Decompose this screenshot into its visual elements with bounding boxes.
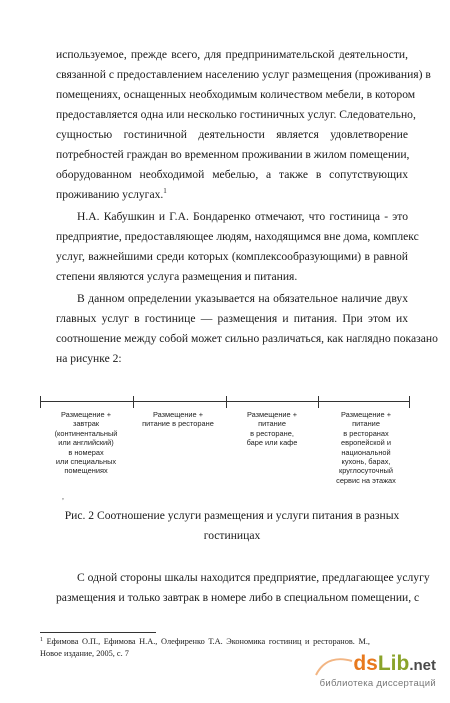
watermark-logo [353, 651, 436, 677]
text-line: связанной с предоставлением населению услуг размещения (проживания) в [56, 68, 431, 81]
paragraph-2 [56, 207, 419, 287]
logo-ds: ds [353, 652, 378, 675]
category-line: (континентальный [54, 428, 118, 438]
swoosh-icon [314, 655, 354, 679]
category-line: Размещение + [246, 410, 298, 419]
paragraph-4 [56, 568, 430, 608]
category-line: Размещение + [152, 410, 204, 419]
paragraph-1 [56, 45, 431, 205]
text-line: размещения и только завтрак в номере либо в специальном помещении, с [56, 591, 420, 604]
logo-net: .net [409, 657, 436, 674]
scale-line [40, 401, 410, 402]
text-line: потребностей граждан во временном проживании в жилом помещении, [56, 148, 410, 161]
scale-tick [133, 396, 134, 408]
text-line: помещениях, оснащенных необходимым количеством мебели, в котором [56, 88, 416, 101]
category-line: питание [258, 419, 286, 429]
watermark-subtitle: библиотека диссертаций [319, 678, 436, 689]
category-line: в номерах [68, 447, 104, 457]
category-line: помещениях [64, 466, 108, 476]
logo-lib: Lib [377, 652, 410, 675]
figure-caption [56, 506, 408, 546]
paragraph-3 [56, 289, 438, 369]
category-line: или специальных [55, 457, 117, 467]
text-line: сущностью гостиничной деятельности является удовлетворение [56, 128, 408, 141]
category-line: завтрак [72, 419, 100, 429]
scale-category-2 [138, 410, 218, 429]
service-scale-axis [40, 396, 410, 408]
scale-tick [226, 396, 227, 408]
footnote-reference: 1 [163, 187, 167, 195]
stray-mark: , [62, 492, 64, 501]
footnote-mark: 1 [40, 637, 43, 643]
text-fragment: проживанию услугах. [56, 188, 164, 201]
text-line: В данном определении указывается на обязательное наличие двух [77, 292, 408, 305]
text-line: услуг, важнейшими среди которых (комплексообразующими) в равной [56, 250, 408, 263]
category-line: европейской и [341, 438, 391, 448]
caption-line: Рис. 2 Соотношение услуги размещения и услуги питания в разных [64, 509, 400, 522]
category-line: в ресторанах [343, 428, 389, 438]
dslib-watermark [314, 651, 436, 693]
text-line [56, 185, 408, 205]
caption-line: гостиницах [203, 529, 261, 542]
category-line: баре или кафе [246, 438, 298, 448]
category-line: питание [352, 419, 380, 429]
category-line: Размещение + [60, 410, 112, 419]
text-line: предоставляется одна или несколько гостиничных услуг. Следовательно, [56, 108, 416, 121]
category-line: или английский) [58, 438, 114, 448]
text-line: используемое, прежде всего, для предпринимательской деятельности, [56, 48, 408, 61]
category-line: сервис на этажах [336, 475, 396, 485]
footnote-text: Ефимова О.П., Ефимова Н.А., Олефиренко Т.А. Экономика гостиниц и ресторанов. М., Новое издание, 2005, с. 7 [40, 637, 371, 658]
text-line: главных услуг в гостинице — размещения и питания. При этом их [56, 312, 408, 325]
text-line: на рисунке 2: [56, 352, 122, 365]
category-line: питание в ресторане [142, 419, 214, 429]
category-line: в ресторане, [250, 428, 294, 438]
text-line: С одной стороны шкалы находится предприятие, предлагающее услугу [77, 571, 430, 584]
text-line: оборудованном необходимой мебелью, а также в сопутствующих [56, 168, 408, 181]
text-line: Н.А. Кабушкин и Г.А. Бондаренко отмечают, что гостиница - это [77, 210, 408, 223]
scale-category-4 [326, 410, 406, 485]
footnote-separator [40, 632, 156, 633]
scale-tick [40, 396, 41, 408]
scale-tick [409, 396, 410, 408]
scale-category-3 [232, 410, 312, 448]
scale-tick [318, 396, 319, 408]
text-line: степени являются услуга размещения и питания. [56, 270, 298, 283]
category-line: кухонь, барах, [341, 457, 391, 467]
text-line: предприятие, предоставляющее людям, находящимся вне дома, комплекс [56, 230, 419, 243]
scale-category-1 [46, 410, 126, 476]
category-line: национальной [341, 447, 391, 457]
category-line: Размещение + [340, 410, 392, 419]
text-line: соотношение между собой может сильно различаться, как наглядно показано [56, 332, 438, 345]
category-line: круглосуточный [338, 466, 393, 476]
